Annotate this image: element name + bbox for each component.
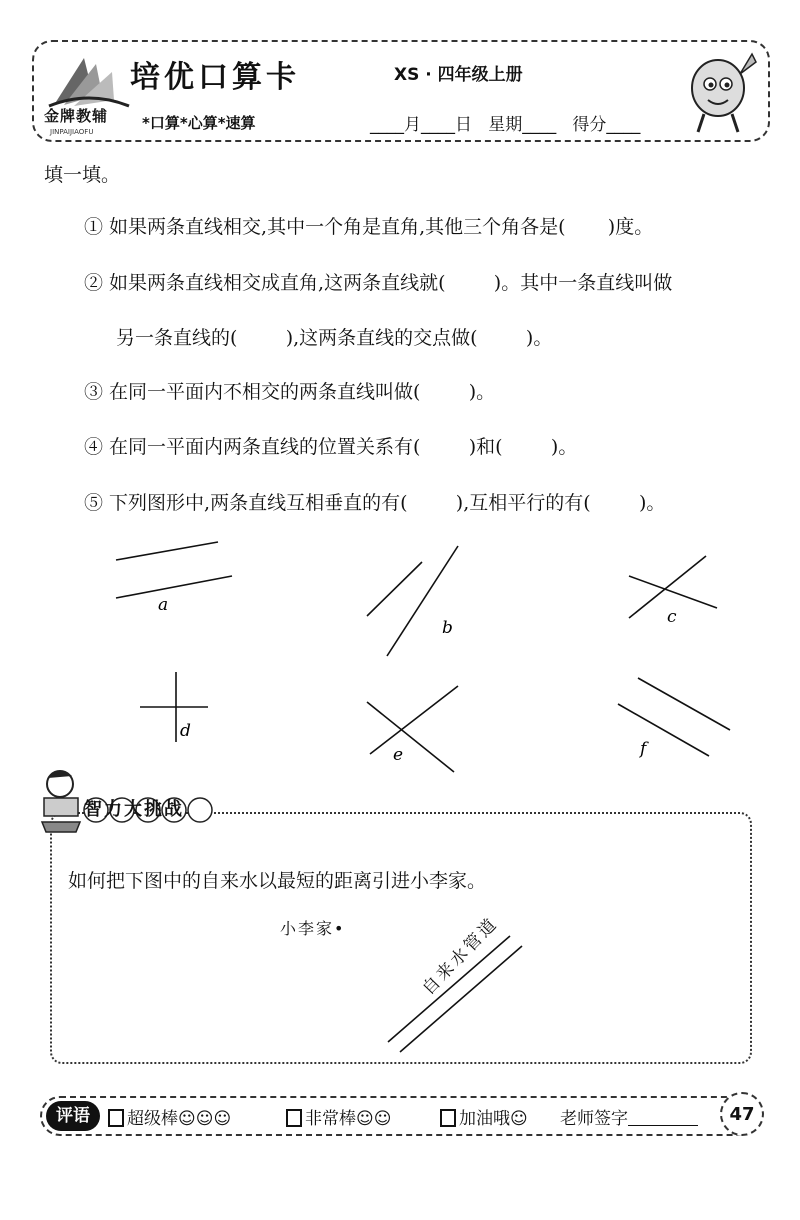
instruction-text: 填一填。 xyxy=(44,164,121,186)
option-super[interactable] xyxy=(108,1104,231,1129)
date-score-line: ____月____日 星期____ 得分____ xyxy=(370,115,641,135)
checkbox-keep-going[interactable] xyxy=(440,1109,456,1127)
grade-label: XS · 四年级上册 xyxy=(394,65,523,85)
figure-label-a: a xyxy=(158,595,169,615)
figure-f xyxy=(618,678,730,759)
logo-text: 金牌教辅 xyxy=(44,107,109,125)
card-title: 培优口算卡 xyxy=(130,60,300,95)
house-label: 小李家• xyxy=(280,919,346,938)
pipe-label: 自来水管道 xyxy=(418,913,503,1000)
teacher-signature-label: 老师签字 xyxy=(560,1109,628,1129)
checkbox-super[interactable] xyxy=(108,1109,124,1127)
question-1: ① 如果两条直线相交,其中一个角是直角,其他三个角各是( )度。 xyxy=(84,216,654,238)
figure-label-c: c xyxy=(667,607,677,627)
logo xyxy=(44,50,136,136)
challenge-title: 智力大挑战 xyxy=(84,799,184,820)
challenge-question: 如何把下图中的自来水以最短的距离引进小李家。 xyxy=(68,870,487,892)
signature-line[interactable] xyxy=(628,1109,698,1126)
option-keep-going[interactable] xyxy=(440,1104,528,1129)
logo-subtext: JINPAIJIAOFU xyxy=(50,128,94,136)
card-subtitle: *口算*心算*速算 xyxy=(142,114,256,132)
option-great-label: 非常棒☺☺ xyxy=(305,1109,392,1129)
mascot-icon xyxy=(682,48,760,136)
question-5: ⑤ 下列图形中,两条直线互相垂直的有( ),互相平行的有( )。 xyxy=(84,492,666,514)
figure-label-e: e xyxy=(393,745,404,765)
teacher-signature xyxy=(560,1104,698,1129)
figure-c xyxy=(629,556,717,627)
option-super-label: 超级棒☺☺☺ xyxy=(127,1109,232,1129)
checkbox-great[interactable] xyxy=(286,1109,302,1127)
book-icon xyxy=(44,50,136,110)
question-3: ③ 在同一平面内不相交的两条直线叫做( )。 xyxy=(84,381,496,403)
option-great[interactable] xyxy=(286,1104,391,1129)
figure-label-b: b xyxy=(442,618,453,638)
comment-bar xyxy=(40,1096,762,1136)
comment-badge: 评语 xyxy=(46,1101,100,1131)
figure-d xyxy=(140,672,208,742)
figure-b xyxy=(367,546,458,656)
figure-label-d: d xyxy=(180,721,191,741)
figure-e xyxy=(367,686,458,772)
header-banner xyxy=(32,40,770,142)
option-keep-going-label: 加油哦☺ xyxy=(459,1109,528,1129)
figure-a xyxy=(116,542,232,615)
figure-label-f: f xyxy=(640,739,647,759)
line-figures xyxy=(0,530,800,780)
page-number: 47 xyxy=(720,1092,764,1136)
question-4: ④ 在同一平面内两条直线的位置关系有( )和( )。 xyxy=(84,436,578,458)
question-2-line-2: 另一条直线的( ),这两条直线的交点做( )。 xyxy=(116,327,553,349)
question-2-line-1: ② 如果两条直线相交成直角,这两条直线就( )。其中一条直线叫做 xyxy=(84,272,673,294)
